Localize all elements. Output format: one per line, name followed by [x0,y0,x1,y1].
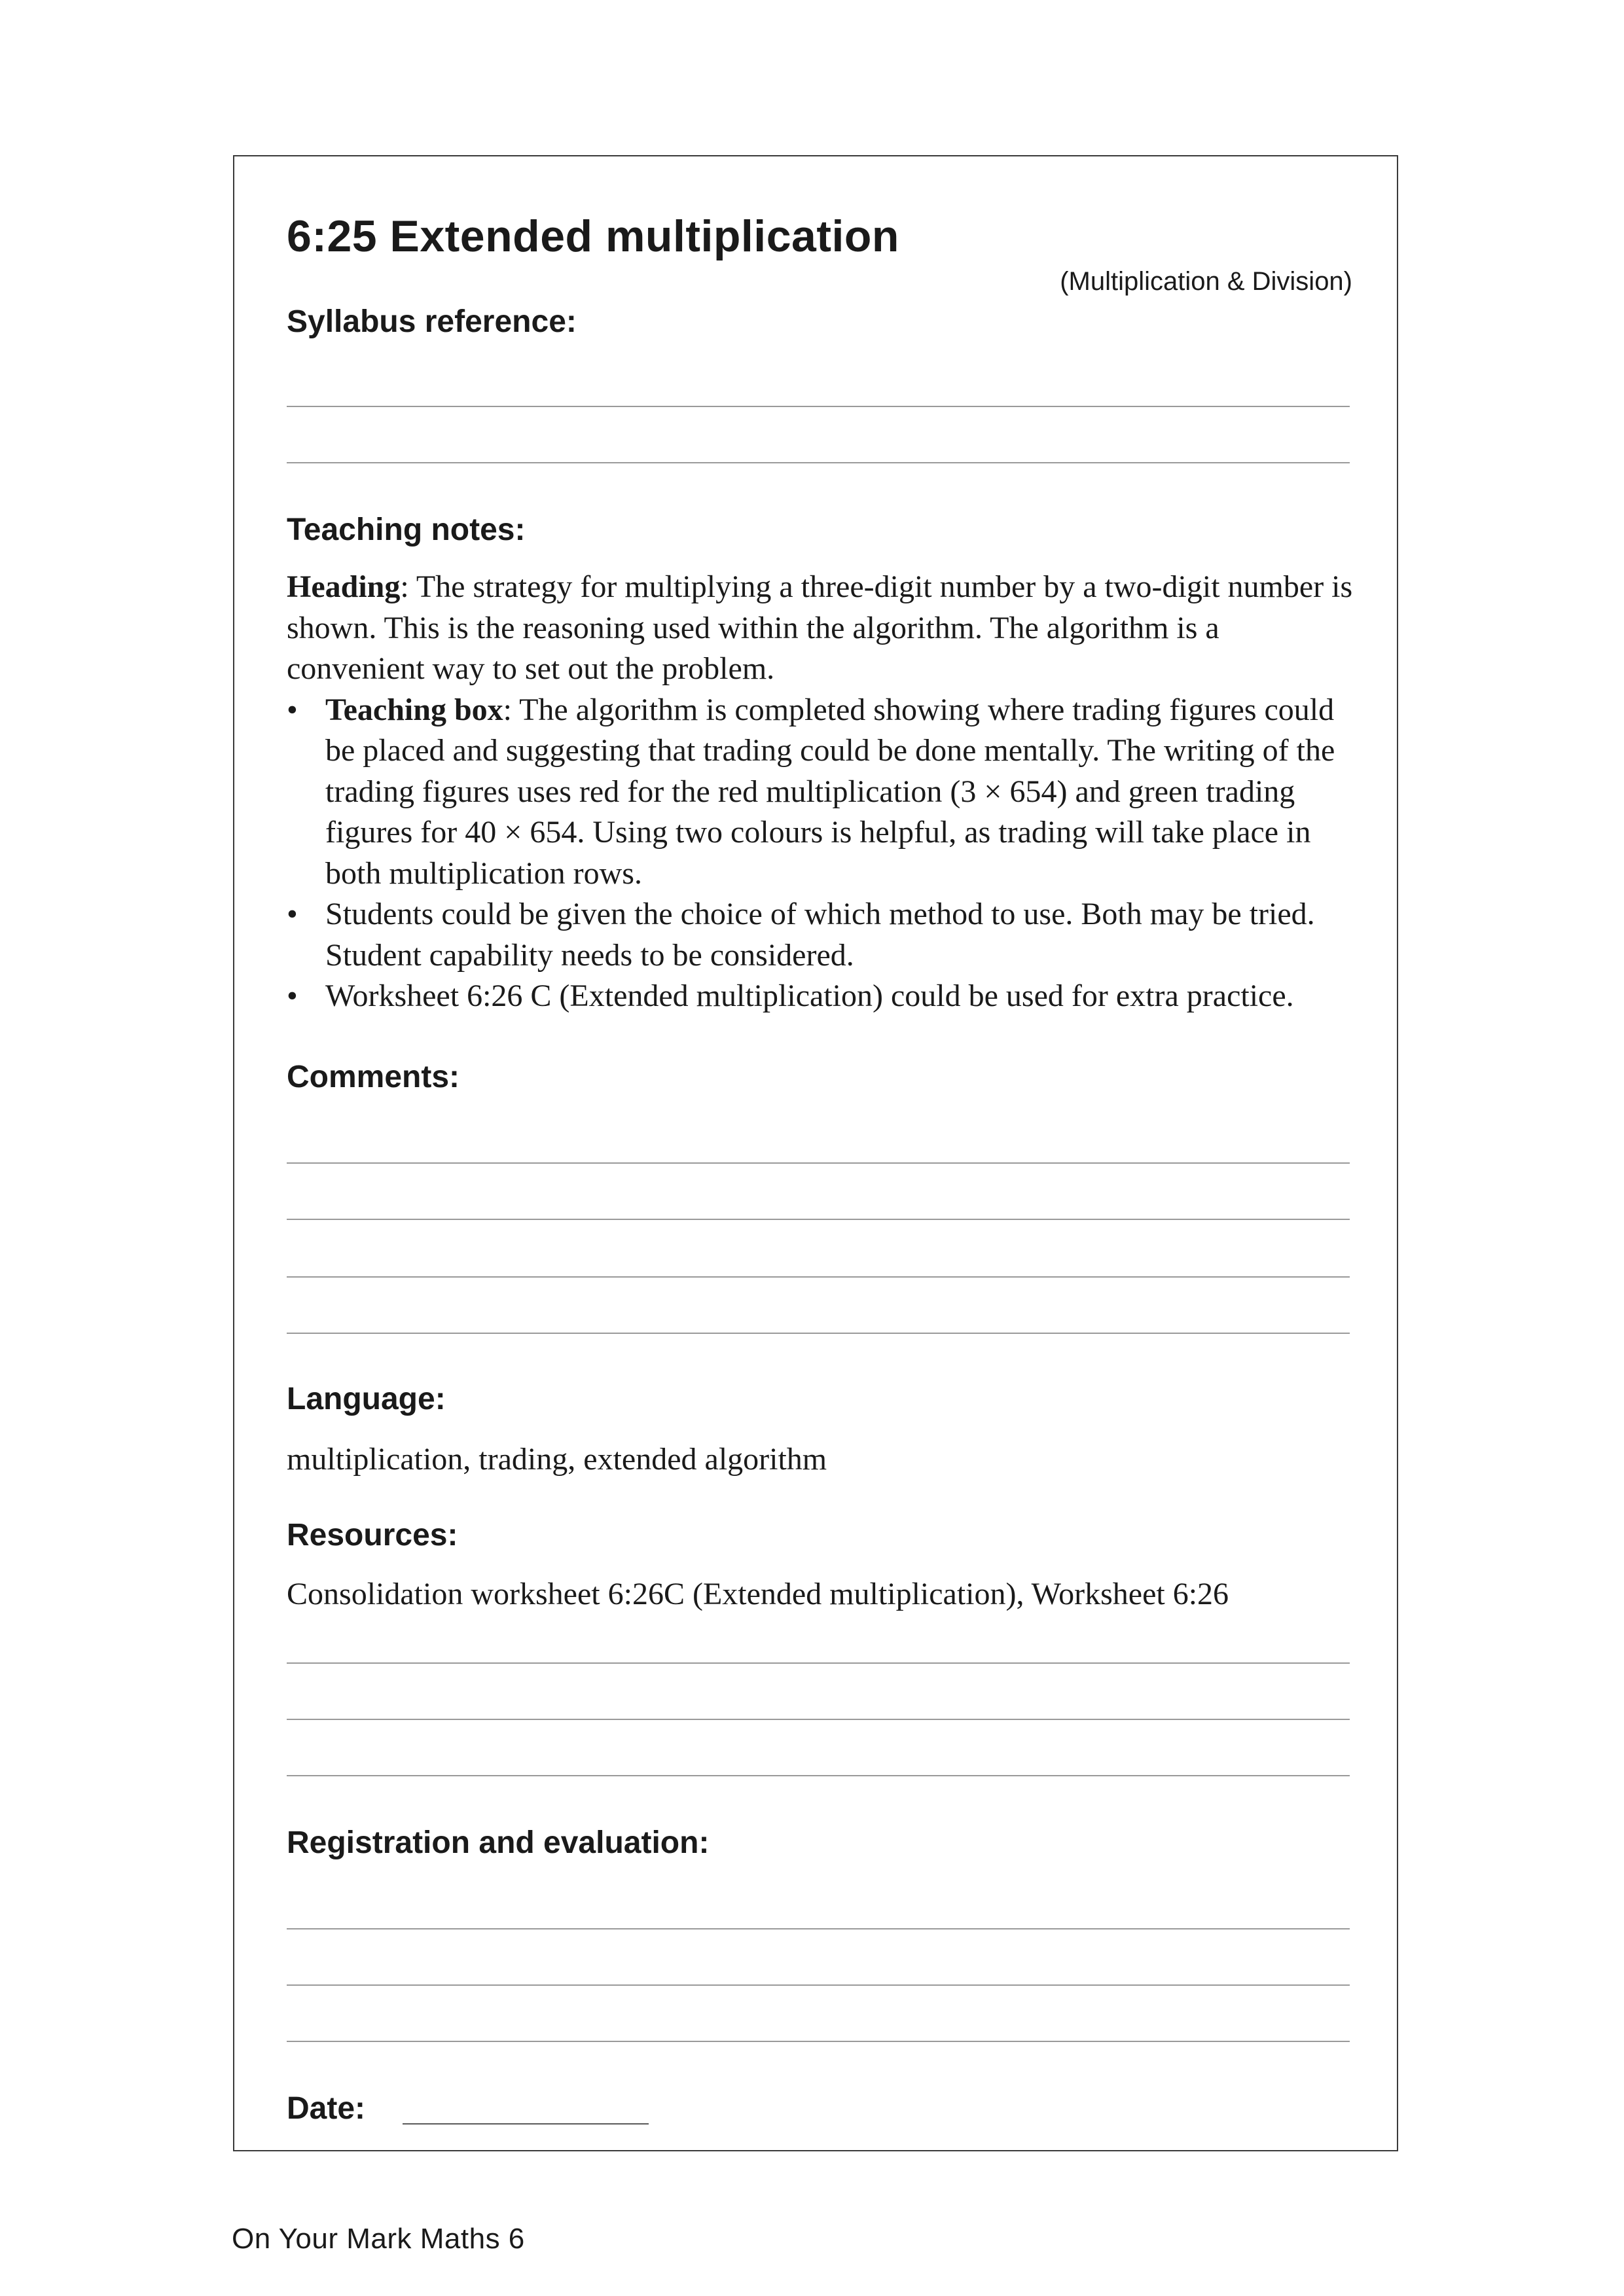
bullet-label: Teaching box [325,692,503,727]
syllabus-line-2 [287,462,1350,463]
bullet-text: Students could be given the choice of which method to use. Both may be tried. Student capability needs to be considered. [325,897,1315,973]
registration-line-3 [287,2041,1350,2042]
registration-heading: Registration and evaluation: [287,1825,710,1860]
intro-text: : The strategy for multiplying a three-digit number by a two-digit number is shown. This is the reasoning used within the algorithm. The algorithm is a convenient way to set out the problem. [287,569,1353,686]
bullet-text: Worksheet 6:26 C (Extended multiplication) could be used for extra practice. [325,978,1294,1013]
list-item [287,690,1354,895]
registration-line-2 [287,1984,1350,1986]
teaching-notes-heading: Teaching notes: [287,512,526,547]
list-item [287,976,1354,1017]
syllabus-line-1 [287,406,1350,407]
resources-heading: Resources: [287,1518,458,1552]
registration-line-1 [287,1928,1350,1929]
list-item [287,894,1354,976]
footer-text: On Your Mark Maths 6 [232,2223,525,2255]
teaching-notes-list [287,690,1354,1017]
intro-label: Heading [287,569,401,604]
language-text: multiplication, trading, extended algorithm [287,1442,827,1477]
date-line [403,2123,649,2125]
comments-line-1 [287,1162,1350,1164]
comments-line-2 [287,1219,1350,1220]
page-title: 6:25 Extended multiplication [287,211,899,261]
comments-line-3 [287,1276,1350,1278]
comments-line-4 [287,1333,1350,1334]
bullet-text: : The algorithm is completed showing where trading figures could be placed and suggesting that trading could be done mentally. The writing of the trading figures uses red for the red multiplication (3 × 654) and green trading figures for 40 × 654. Using two colours is helpful, as trading will take place in both multiplication rows. [325,692,1335,891]
teaching-notes [287,567,1354,1017]
strand-label: (Multiplication & Division) [1060,267,1352,296]
teaching-notes-intro [287,567,1354,690]
resources-text: Consolidation worksheet 6:26C (Extended multiplication), Worksheet 6:26 [287,1577,1229,1611]
date-label: Date: [287,2091,366,2126]
resources-line-1 [287,1662,1350,1664]
resources-line-2 [287,1719,1350,1720]
resources-line-3 [287,1775,1350,1776]
comments-heading: Comments: [287,1060,460,1094]
language-heading: Language: [287,1382,446,1416]
syllabus-heading: Syllabus reference: [287,304,577,339]
